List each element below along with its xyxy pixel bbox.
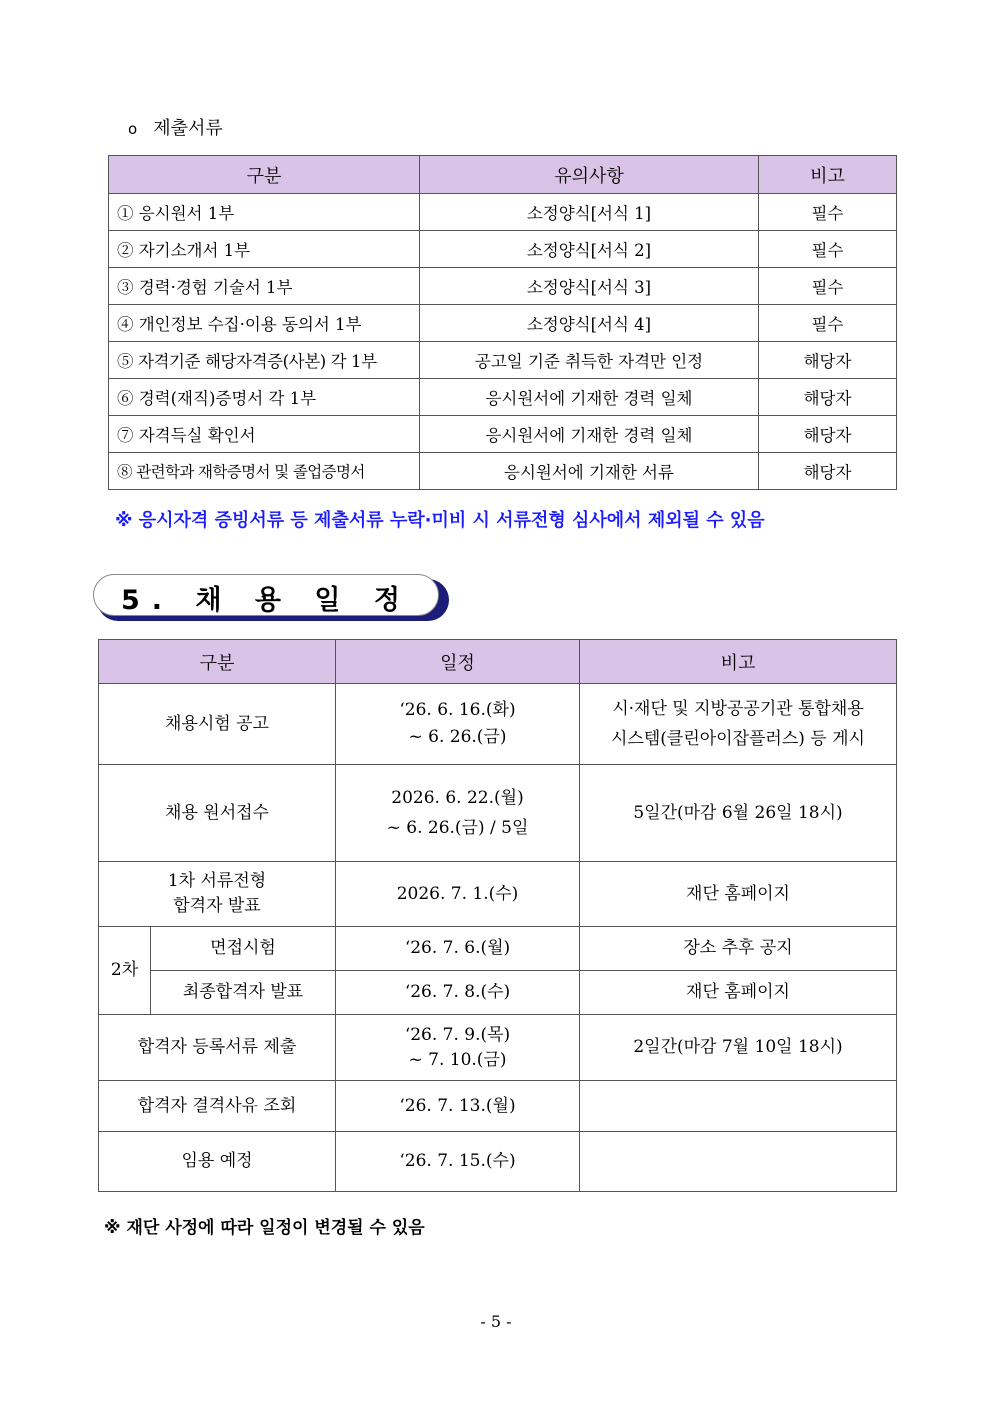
schedule-label: 채용시험 공고 xyxy=(99,684,336,765)
submission-docs-title: 제출서류 xyxy=(153,118,223,139)
doc-note: 소정양식[서식 2] xyxy=(420,231,759,268)
doc-name: ⑦ 자격득실 확인서 xyxy=(109,416,420,453)
schedule-label: 임용 예정 xyxy=(99,1132,336,1192)
doc-name: ⑧ 관련학과 재학증명서 및 졸업증명서 xyxy=(109,453,420,490)
header-category: 구분 xyxy=(99,640,336,684)
schedule-label: 합격자 등록서류 제출 xyxy=(99,1015,336,1081)
doc-note: 공고일 기준 취득한 자격만 인정 xyxy=(420,342,759,379)
schedule-note: 재단 홈페이지 xyxy=(580,971,897,1015)
schedule-date: ‘26. 7. 8.(수) xyxy=(336,971,580,1015)
table-row xyxy=(109,453,897,490)
submission-docs-heading xyxy=(128,114,223,140)
schedule-date: ‘26. 7. 6.(월) xyxy=(336,927,580,971)
schedule-label: 채용 원서접수 xyxy=(99,765,336,862)
schedule-note: 시·재단 및 지방공공기관 통합채용 시스템(클린아이잡플러스) 등 게시 xyxy=(580,684,897,765)
table-row xyxy=(109,342,897,379)
section-5-title: 5. 채 용 일 정 xyxy=(121,585,412,616)
doc-name: ⑥ 경력(재직)증명서 각 1부 xyxy=(109,379,420,416)
doc-remark: 필수 xyxy=(759,268,897,305)
doc-name: ⑤ 자격기준 해당자격증(사본) 각 1부 xyxy=(109,342,420,379)
table-row xyxy=(109,194,897,231)
table-row xyxy=(99,971,897,1015)
doc-note: 응시원서에 기재한 서류 xyxy=(420,453,759,490)
doc-remark: 필수 xyxy=(759,194,897,231)
schedule-date: ‘26. 7. 13.(월) xyxy=(336,1081,580,1132)
schedule-note: 2일간(마감 7월 10일 18시) xyxy=(580,1015,897,1081)
doc-name: ② 자기소개서 1부 xyxy=(109,231,420,268)
table-row xyxy=(109,268,897,305)
page-number: - 5 - xyxy=(480,1312,512,1331)
table-row xyxy=(99,765,897,862)
table-header-row xyxy=(109,156,897,194)
table-row xyxy=(99,1081,897,1132)
table-row xyxy=(109,231,897,268)
schedule-change-note: ※ 재단 사정에 따라 일정이 변경될 수 있음 xyxy=(104,1218,425,1238)
table-row xyxy=(99,927,897,971)
doc-remark: 해당자 xyxy=(759,453,897,490)
schedule-note: 5일간(마감 6월 26일 18시) xyxy=(580,765,897,862)
doc-remark: 해당자 xyxy=(759,342,897,379)
circle-bullet-icon: o xyxy=(128,120,138,138)
schedule-date: ‘26. 6. 16.(화) ~ 6. 26.(금) xyxy=(336,684,580,765)
table-header-row xyxy=(99,640,897,684)
table-row xyxy=(99,1015,897,1081)
header-date: 일정 xyxy=(336,640,580,684)
schedule-table xyxy=(98,639,897,1192)
doc-note: 소정양식[서식 3] xyxy=(420,268,759,305)
table-row xyxy=(99,684,897,765)
table-row xyxy=(109,416,897,453)
schedule-label: 합격자 결격사유 조회 xyxy=(99,1081,336,1132)
doc-note: 응시원서에 기재한 경력 일체 xyxy=(420,379,759,416)
doc-note: 소정양식[서식 4] xyxy=(420,305,759,342)
table-row xyxy=(99,862,897,927)
header-remarks: 비고 xyxy=(759,156,897,194)
header-remarks: 비고 xyxy=(580,640,897,684)
schedule-group-label: 2차 xyxy=(99,927,151,1015)
doc-remark: 필수 xyxy=(759,305,897,342)
header-category: 구분 xyxy=(109,156,420,194)
schedule-note: 재단 홈페이지 xyxy=(580,862,897,927)
table-row xyxy=(109,379,897,416)
doc-remark: 해당자 xyxy=(759,416,897,453)
schedule-label: 1차 서류전형 합격자 발표 xyxy=(99,862,336,927)
table-row xyxy=(99,1132,897,1192)
doc-name: ① 응시원서 1부 xyxy=(109,194,420,231)
schedule-label: 최종합격자 발표 xyxy=(151,971,336,1015)
doc-remark: 필수 xyxy=(759,231,897,268)
schedule-note xyxy=(580,1081,897,1132)
doc-remark: 해당자 xyxy=(759,379,897,416)
schedule-note: 장소 추후 공지 xyxy=(580,927,897,971)
doc-note: 소정양식[서식 1] xyxy=(420,194,759,231)
doc-name: ④ 개인정보 수집·이용 동의서 1부 xyxy=(109,305,420,342)
submission-docs-table xyxy=(108,155,897,490)
schedule-label: 면접시험 xyxy=(151,927,336,971)
section-5-banner xyxy=(93,574,447,620)
schedule-date: 2026. 7. 1.(수) xyxy=(336,862,580,927)
table-row xyxy=(109,305,897,342)
doc-name: ③ 경력·경험 기술서 1부 xyxy=(109,268,420,305)
schedule-date: 2026. 6. 22.(월) ~ 6. 26.(금) / 5일 xyxy=(336,765,580,862)
schedule-note xyxy=(580,1132,897,1192)
header-notes: 유의사항 xyxy=(420,156,759,194)
doc-note: 응시원서에 기재한 경력 일체 xyxy=(420,416,759,453)
schedule-date: ‘26. 7. 9.(목) ~ 7. 10.(금) xyxy=(336,1015,580,1081)
docs-warning-note: ※ 응시자격 증빙서류 등 제출서류 누락·미비 시 서류전형 심사에서 제외될 수 있음 xyxy=(115,510,765,531)
schedule-date: ‘26. 7. 15.(수) xyxy=(336,1132,580,1192)
